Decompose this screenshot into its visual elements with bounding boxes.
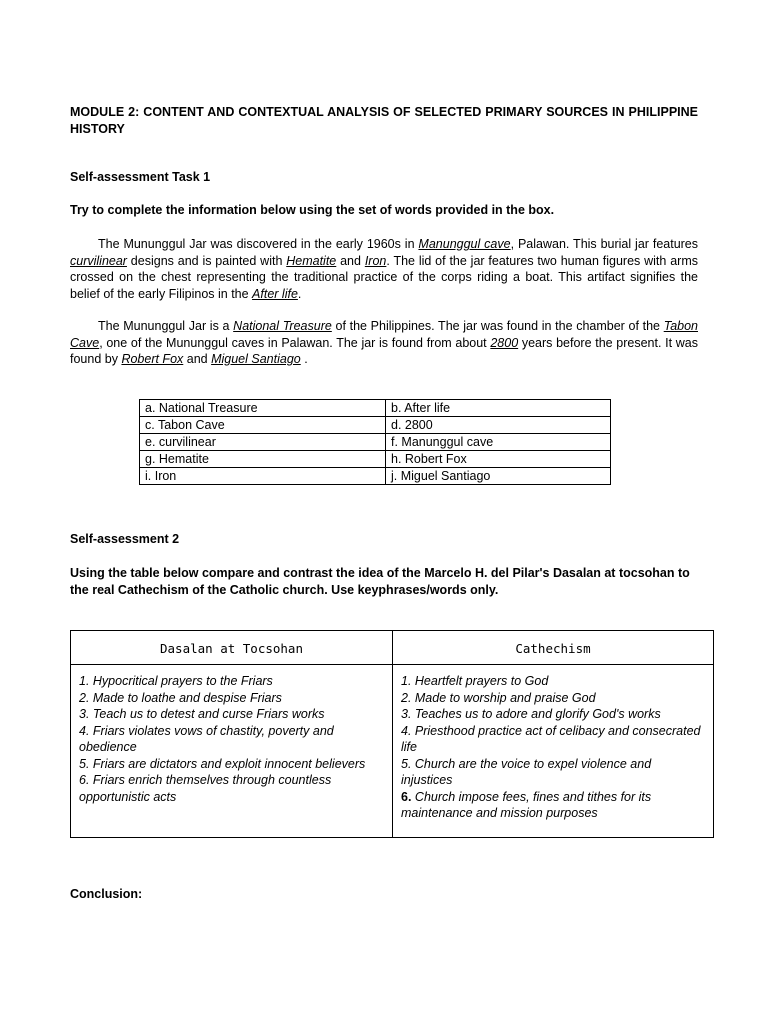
answer-blank: Iron: [364, 253, 387, 268]
list-item: 6. Friars enrich themselves through countless opportunistic acts: [79, 773, 332, 804]
item-number: 6.: [401, 789, 412, 804]
list-item: 6. Church impose fees, fines and tithes for its maintenance and mission purposes: [401, 789, 652, 820]
answer-blank: Tabon Cave: [70, 319, 698, 350]
comparison-table: [70, 630, 714, 838]
word-cell: e. curvilinear: [140, 434, 386, 451]
dasalan-items-cell: [71, 665, 393, 838]
list-item: 3. Teach us to detest and curse Friars works: [79, 707, 325, 721]
task2-instruction: Using the table below compare and contrast the idea of the Marcelo H. del Pilar's Dasalan at tocsohan to the real Cathechism of the Catholic church. Use keyphrases/words only.: [70, 566, 690, 597]
answer-blank: curvilinear: [70, 253, 127, 268]
word-box-table: [139, 399, 611, 485]
paragraph-2: The Mununggul Jar is a National Treasure of the Philippines. The jar was found in the chamber of the Tabon Cave, one of the Mununggul caves in Palawan. The jar is found from about 2800 years before the present. It was found by Robert Fox and Miguel Santiago .: [70, 319, 698, 366]
word-cell: i. Iron: [140, 468, 386, 485]
list-item: 4. Priesthood practice act of celibacy and consecrated life: [401, 723, 701, 754]
table-row: [140, 417, 611, 434]
list-item: 3. Teaches us to adore and glorify God's works: [401, 707, 661, 721]
column-header-cathechism: Cathechism: [393, 631, 714, 665]
column-header-dasalan: Dasalan at Tocsohan: [71, 631, 393, 665]
word-cell: h. Robert Fox: [386, 451, 611, 468]
paragraph-1: The Mununggul Jar was discovered in the early 1960s in Manunggul cave, Palawan. This burial jar features curvilinear designs and is painted with Hematite and Iron. The lid of the jar features two human figures with arms crossed on the chest representing the traditional practice of the corps riding a boat. This artifact signifies the belief of the early Filipinos in the After life.: [70, 237, 699, 301]
answer-blank: Robert Fox: [121, 352, 184, 366]
answer-blank: 2800: [490, 335, 519, 350]
answer-blank: National Treasure: [233, 319, 332, 333]
table-header-row: [71, 631, 714, 665]
table-row: [71, 665, 714, 838]
word-cell: g. Hematite: [140, 451, 386, 468]
word-cell: j. Miguel Santiago: [386, 468, 611, 485]
answer-blank: Hematite: [286, 253, 337, 268]
answer-blank: After life: [252, 286, 298, 301]
list-item: 2. Made to worship and praise God: [401, 690, 596, 705]
module-title: MODULE 2: CONTENT AND CONTEXTUAL ANALYSIS OF SELECTED PRIMARY SOURCES IN PHILIPPINE HISTORY: [70, 105, 698, 136]
table-row: [140, 400, 611, 417]
task2-heading: Self-assessment 2: [70, 532, 180, 546]
task1-heading: Self-assessment Task 1: [70, 170, 211, 184]
list-item: 5. Friars are dictators and exploit innocent believers: [79, 756, 366, 771]
list-item: 5. Church are the voice to expel violence and injustices: [401, 756, 652, 787]
table-row: [140, 468, 611, 485]
word-cell: b. After life: [386, 400, 611, 417]
table-row: [140, 451, 611, 468]
word-cell: f. Manunggul cave: [386, 434, 611, 451]
answer-blank: Manunggul cave: [418, 237, 511, 251]
list-item: 1. Heartfelt prayers to God: [401, 674, 549, 688]
answer-blank: Miguel Santiago: [211, 352, 301, 366]
list-item: 2. Made to loathe and despise Friars: [79, 690, 282, 705]
task1-instruction: Try to complete the information below using the set of words provided in the box.: [70, 203, 555, 217]
word-cell: c. Tabon Cave: [140, 417, 386, 434]
word-cell: a. National Treasure: [140, 400, 386, 417]
conclusion-label: Conclusion:: [70, 887, 143, 901]
word-cell: d. 2800: [386, 417, 611, 434]
table-row: [140, 434, 611, 451]
list-item: 1. Hypocritical prayers to the Friars: [79, 674, 273, 688]
cathechism-items-cell: [393, 665, 714, 838]
list-item: 4. Friars violates vows of chastity, poverty and obedience: [79, 723, 334, 754]
